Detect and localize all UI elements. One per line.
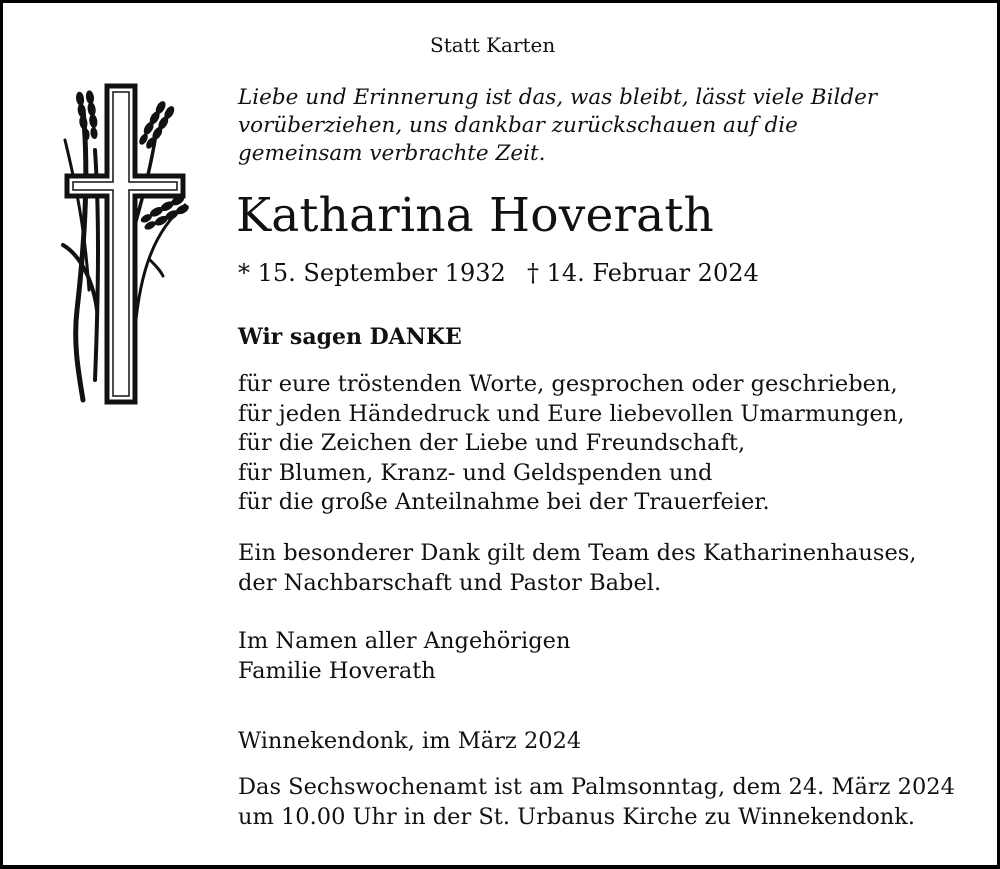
signature-line: Im Namen aller Angehörigen xyxy=(238,628,571,654)
signature-line: Familie Hoverath xyxy=(238,657,436,684)
birth-date: * 15. September 1932 xyxy=(238,259,506,287)
quote-line: vorüberziehen, uns dankbar zurückschauen auf die xyxy=(238,113,798,138)
service-info xyxy=(238,773,955,832)
cross-with-wheat-icon xyxy=(55,80,195,410)
special-thanks-line: Ein besonderer Dank gilt dem Team des Katharinenhauses, xyxy=(238,540,917,566)
thanks-list xyxy=(238,370,905,518)
thanks-line: für jeden Händedruck und Eure liebevollen Umarmungen, xyxy=(238,400,905,427)
death-date: † 14. Februar 2024 xyxy=(527,259,759,287)
thanks-line: für eure tröstenden Worte, gesprochen oder geschrieben, xyxy=(238,371,898,397)
thanks-heading: Wir sagen DANKE xyxy=(238,324,462,350)
thanks-line: für die Zeichen der Liebe und Freundschaft, xyxy=(238,430,746,456)
special-thanks xyxy=(238,539,916,598)
signature xyxy=(238,627,570,686)
special-thanks-line: der Nachbarschaft und Pastor Babel. xyxy=(238,569,662,596)
service-line: Das Sechswochenamt ist am Palmsonntag, dem 24. März 2024 xyxy=(238,774,955,800)
place-date: Winnekendonk, im März 2024 xyxy=(238,728,582,754)
quote-line: Liebe und Erinnerung ist das, was bleibt, lässt viele Bilder xyxy=(238,85,878,110)
service-line: um 10.00 Uhr in der St. Urbanus Kirche zu Winnekendonk. xyxy=(238,803,916,830)
thanks-line: für die große Anteilnahme bei der Trauerfeier. xyxy=(238,489,770,515)
header-text: Statt Karten xyxy=(430,33,556,57)
memorial-quote xyxy=(238,84,877,168)
quote-line: gemeinsam verbrachte Zeit. xyxy=(238,141,546,166)
deceased-name: Katharina Hoverath xyxy=(236,188,714,243)
thanks-line: für Blumen, Kranz- und Geldspenden und xyxy=(238,459,713,486)
